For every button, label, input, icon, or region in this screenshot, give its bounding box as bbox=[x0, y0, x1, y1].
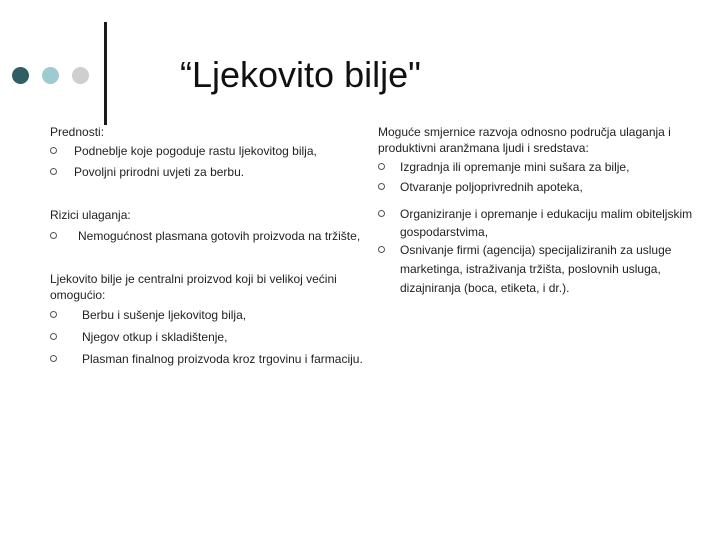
bullet-icon bbox=[50, 355, 57, 362]
bullet-icon bbox=[50, 168, 57, 175]
bullet-icon bbox=[378, 246, 385, 253]
list-item-text: gospodarstvima, bbox=[400, 225, 489, 239]
dark-teal-dot bbox=[12, 67, 29, 84]
bullet-icon bbox=[50, 232, 57, 239]
list-item-text: Plasman finalnog proizvoda kroz trgovinu i farmaciju. bbox=[82, 352, 363, 366]
list-item-text: Osnivanje firmi (agencija) specijaliziranih za usluge bbox=[400, 243, 672, 257]
list-item-text: Nemogućnost plasmana gotovih proizvoda na tržište, bbox=[78, 229, 361, 243]
central-paragraph-line2: omogućio: bbox=[50, 288, 106, 302]
list-item-text: Izgradnja ili opremanje mini sušara za bilje, bbox=[400, 160, 630, 174]
vertical-divider bbox=[104, 22, 107, 125]
right-intro-line2: produktivni aranžmana ljudi i sredstava: bbox=[378, 141, 589, 155]
bullet-icon bbox=[378, 183, 385, 190]
bullet-icon bbox=[50, 333, 57, 340]
central-paragraph-line1: Ljekovito bilje je centralni proizvod koji bi velikoj većini bbox=[50, 272, 337, 286]
bullet-icon bbox=[378, 163, 385, 170]
list-item-text: Organiziranje i opremanje i edukaciju malim obiteljskim bbox=[400, 207, 693, 221]
list-item-text: marketinga, istraživanja tržišta, poslovnih usluga, bbox=[400, 262, 661, 276]
rizici-heading: Rizici ulaganja: bbox=[50, 208, 131, 222]
list-item-text: Berbu i sušenje ljekovitog bilja, bbox=[82, 308, 247, 322]
light-teal-dot bbox=[42, 67, 59, 84]
list-item-text: dizajniranja (boca, etiketa, i dr.). bbox=[400, 281, 570, 295]
gray-dot bbox=[72, 67, 89, 84]
bullet-icon bbox=[50, 147, 57, 154]
list-item-text: Njegov otkup i skladištenje, bbox=[82, 330, 228, 344]
prednosti-heading: Prednosti: bbox=[50, 125, 105, 139]
bullet-icon bbox=[378, 210, 385, 217]
right-intro-line1: Moguće smjernice razvoja odnosno područja ulaganja i bbox=[378, 125, 671, 139]
list-item-text: Povoljni prirodni uvjeti za berbu. bbox=[74, 165, 245, 179]
list-item-text: Otvaranje poljoprivrednih apoteka, bbox=[400, 180, 583, 194]
slide-title: “Ljekovito bilje" bbox=[180, 54, 421, 95]
list-item-text: Podneblje koje pogoduje rastu ljekovitog bilja, bbox=[74, 144, 317, 158]
bullet-icon bbox=[50, 311, 57, 318]
